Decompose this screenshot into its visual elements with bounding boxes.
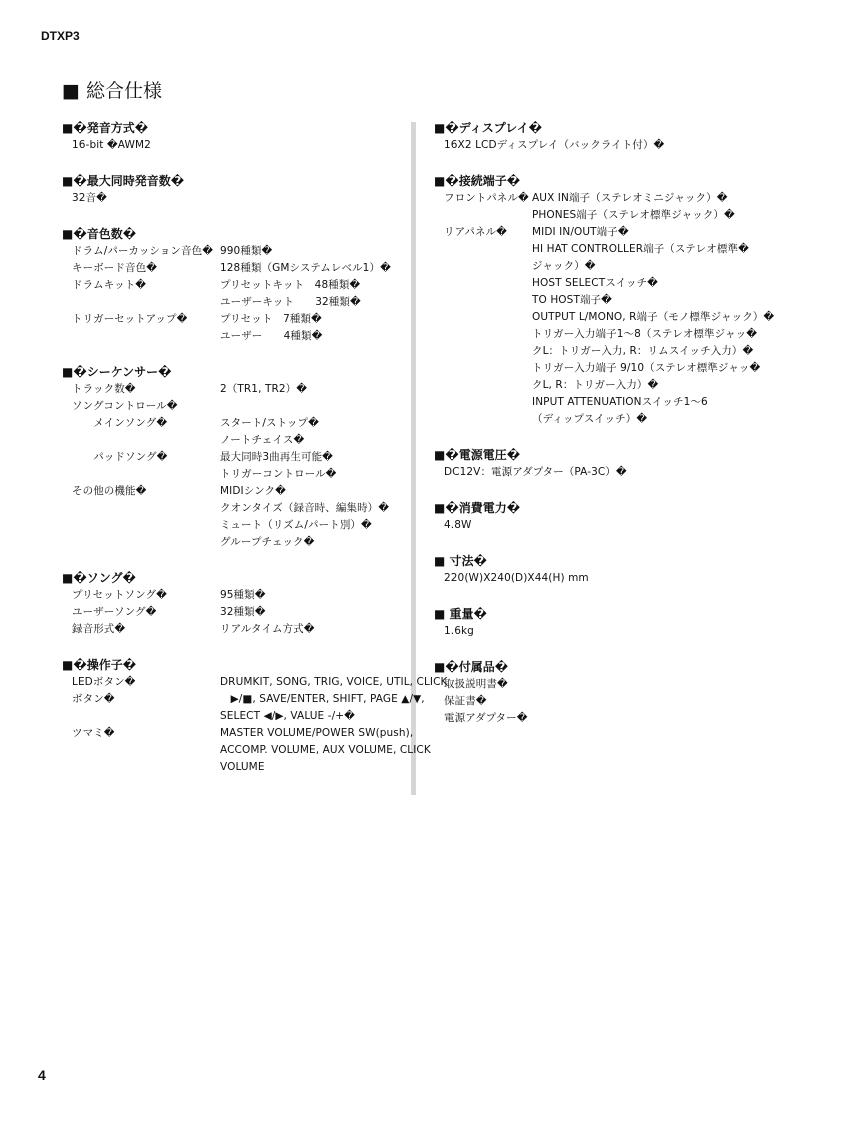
spec-value: DRUMKIT, SONG, TRIG, VOICE, UTIL, CLICK xyxy=(220,676,448,688)
spec-label xyxy=(444,360,532,377)
spec-row xyxy=(62,500,407,517)
spec-row xyxy=(62,466,407,483)
spec-row xyxy=(434,693,844,710)
spec-label xyxy=(72,294,220,311)
section-spacer xyxy=(434,640,844,659)
spec-value: ジャック）� xyxy=(532,260,596,272)
right-column xyxy=(434,120,844,727)
spec-row xyxy=(434,241,844,258)
spec-value: PHONES端子（ステレオ標準ジャック）� xyxy=(532,209,735,221)
section-spacer xyxy=(434,534,844,553)
section-heading: ■�ソング� xyxy=(62,571,136,585)
spec-value: OUTPUT L/MONO, R端子（モノ標準ジャック）� xyxy=(532,311,775,323)
spec-value: 990種類� xyxy=(220,245,273,257)
spec-section xyxy=(62,570,407,638)
spec-section xyxy=(62,173,407,207)
spec-row xyxy=(434,377,844,394)
spec-label xyxy=(444,207,532,224)
spec-label: 4.8W xyxy=(444,519,472,531)
spec-section xyxy=(434,173,844,428)
spec-row xyxy=(434,224,844,241)
spec-label: キーボード音色� xyxy=(72,262,158,274)
spec-label xyxy=(444,241,532,258)
spec-section xyxy=(62,364,407,551)
spec-value: ユーザーキット 32種類� xyxy=(220,296,361,308)
spec-label xyxy=(72,534,220,551)
section-spacer xyxy=(62,345,407,364)
section-heading: ■�付属品� xyxy=(434,660,509,674)
header-model-label: DTXP3 xyxy=(41,29,80,43)
spec-row xyxy=(434,258,844,275)
page-title: ■ 総合仕様 xyxy=(62,80,162,102)
spec-row xyxy=(62,137,407,154)
spec-label xyxy=(72,708,220,725)
spec-label: 16X2 LCDディスプレイ（バックライト付）� xyxy=(444,139,665,151)
spec-value: クオンタイズ（録音時、編集時）� xyxy=(220,502,390,514)
spec-row xyxy=(434,464,844,481)
section-heading: ■�発音方式� xyxy=(62,121,149,135)
spec-value: SELECT ◀/▶, VALUE -/+� xyxy=(220,710,355,722)
spec-section xyxy=(434,606,844,640)
section-heading: ■ 重量� xyxy=(434,607,487,621)
spec-value: ユーザー 4種類� xyxy=(220,330,323,342)
spec-label xyxy=(444,411,532,428)
spec-row xyxy=(62,621,407,638)
spec-value: スタート/ストップ� xyxy=(220,417,319,429)
spec-row xyxy=(62,517,407,534)
spec-value: HI HAT CONTROLLER端子（ステレオ標準� xyxy=(532,243,749,255)
spec-row xyxy=(434,570,844,587)
spec-label: ボタン� xyxy=(72,693,115,705)
spec-value: プリセットキット 48種類� xyxy=(220,279,361,291)
section-spacer xyxy=(434,154,844,173)
spec-label: 220(W)X240(D)X44(H) mm xyxy=(444,572,589,584)
spec-row xyxy=(62,449,407,466)
section-spacer xyxy=(434,481,844,500)
spec-value: ▶/■, SAVE/ENTER, SHIFT, PAGE ▲/▼, xyxy=(220,693,425,705)
spec-section xyxy=(434,500,844,534)
spec-value: クL, R：トリガー入力）� xyxy=(532,379,659,391)
page-number: 4 xyxy=(38,1067,46,1083)
spec-row xyxy=(62,708,407,725)
spec-value: クL：トリガー入力, R：リムスイッチ入力）� xyxy=(532,345,754,357)
spec-row xyxy=(62,398,407,415)
spec-label xyxy=(72,759,220,776)
section-heading: ■�ディスプレイ� xyxy=(434,121,543,135)
spec-label: ユーザーソング� xyxy=(72,606,157,618)
spec-value: 128種類（GMシステムレベル1）� xyxy=(220,262,391,274)
spec-row xyxy=(62,742,431,759)
spec-section xyxy=(434,659,844,727)
spec-label: リアパネル� xyxy=(444,226,508,238)
spec-value: MIDI IN/OUT端子� xyxy=(532,226,629,238)
spec-label xyxy=(444,292,532,309)
spec-label: ドラム/パーカッション音色� xyxy=(72,245,214,257)
spec-row xyxy=(434,292,844,309)
spec-row xyxy=(62,604,407,621)
section-heading: ■�シーケンサー� xyxy=(62,365,172,379)
spec-value: MASTER VOLUME/POWER SW(push), xyxy=(220,727,414,739)
spec-section xyxy=(62,120,407,154)
spec-row xyxy=(62,294,407,311)
section-heading: ■�接続端子� xyxy=(434,174,521,188)
spec-row xyxy=(434,360,844,377)
spec-label: プリセットソング� xyxy=(72,589,167,601)
spec-section xyxy=(434,447,844,481)
spec-row xyxy=(434,275,844,292)
spec-row xyxy=(62,243,407,260)
spec-section xyxy=(62,226,407,345)
section-heading: ■�操作子� xyxy=(62,658,137,672)
spec-label xyxy=(444,326,532,343)
section-heading: ■�最大同時発音数� xyxy=(62,174,185,188)
spec-row xyxy=(434,394,844,411)
spec-label xyxy=(72,466,220,483)
section-spacer xyxy=(434,587,844,606)
spec-row xyxy=(62,674,448,691)
spec-value: トリガー入力端子 9/10（ステレオ標準ジャッ� xyxy=(532,362,761,374)
spec-value: プリセット 7種類� xyxy=(220,313,322,325)
spec-row xyxy=(62,534,407,551)
spec-value: VOLUME xyxy=(220,761,265,773)
spec-row xyxy=(434,326,844,343)
spec-row xyxy=(62,415,407,432)
spec-row xyxy=(62,190,407,207)
spec-row xyxy=(434,623,844,640)
spec-label: DC12V：電源アダプター（PA-3C）� xyxy=(444,466,627,478)
spec-row xyxy=(434,309,844,326)
spec-label: LEDボタン� xyxy=(72,676,136,688)
spec-row xyxy=(434,190,844,207)
spec-label: 電源アダプター� xyxy=(444,712,528,724)
spec-label: 保証書� xyxy=(444,695,487,707)
spec-value: ミュート（リズム/パート別）� xyxy=(220,519,372,531)
spec-row xyxy=(62,725,414,742)
spec-label xyxy=(444,394,532,411)
spec-label xyxy=(72,742,220,759)
spec-row xyxy=(434,411,844,428)
spec-value: トリガー入力端子1～8（ステレオ標準ジャッ� xyxy=(532,328,758,340)
spec-section xyxy=(62,657,448,776)
spec-label xyxy=(72,500,220,517)
spec-value: TO HOST端子� xyxy=(532,294,613,306)
spec-label: 1.6kg xyxy=(444,625,474,637)
spec-label: 取扱説明書� xyxy=(444,678,508,690)
section-heading: ■ 寸法� xyxy=(434,554,487,568)
spec-value: MIDIシンク� xyxy=(220,485,286,497)
section-spacer xyxy=(62,638,407,657)
spec-row xyxy=(434,343,844,360)
spec-row xyxy=(62,691,425,708)
spec-row xyxy=(62,432,407,449)
spec-label xyxy=(444,343,532,360)
spec-section xyxy=(434,553,844,587)
spec-value: AUX IN端子（ステレオミニジャック）� xyxy=(532,192,728,204)
spec-value: ノートチェイス� xyxy=(220,434,305,446)
spec-value: 2（TR1, TR2）� xyxy=(220,383,308,395)
spec-label: 録音形式� xyxy=(72,623,126,635)
spec-row xyxy=(62,381,407,398)
section-heading: ■�消費電力� xyxy=(434,501,521,515)
spec-label xyxy=(72,328,220,345)
spec-label xyxy=(444,377,532,394)
spec-label: ドラムキット� xyxy=(72,279,147,291)
spec-row xyxy=(62,260,407,277)
spec-label xyxy=(444,309,532,326)
spec-row xyxy=(434,710,844,727)
spec-value: トリガーコントロール� xyxy=(220,468,337,480)
spec-row xyxy=(62,328,407,345)
spec-label xyxy=(444,275,532,292)
spec-label: その他の機能� xyxy=(72,485,147,497)
spec-label: ソングコントロール� xyxy=(72,400,178,412)
section-spacer xyxy=(62,551,407,570)
spec-value: ACCOMP. VOLUME, AUX VOLUME, CLICK xyxy=(220,744,431,756)
spec-row xyxy=(62,759,407,776)
spec-label: フロントパネル� xyxy=(444,192,529,204)
spec-label xyxy=(72,517,220,534)
spec-row xyxy=(434,676,844,693)
spec-row xyxy=(62,277,407,294)
section-spacer xyxy=(434,428,844,447)
spec-row xyxy=(62,587,407,604)
spec-label: トラック数� xyxy=(72,383,136,395)
spec-row xyxy=(62,483,407,500)
spec-label: パッドソング� xyxy=(72,451,168,463)
section-spacer xyxy=(62,154,407,173)
spec-label: メインソング� xyxy=(72,417,168,429)
spec-label: 32音� xyxy=(72,192,108,204)
spec-label xyxy=(444,258,532,275)
section-heading: ■�音色数� xyxy=(62,227,137,241)
spec-value: 最大同時3曲再生可能� xyxy=(220,451,334,463)
spec-row xyxy=(434,207,844,224)
spec-value: 95種類� xyxy=(220,589,266,601)
spec-row xyxy=(434,517,844,534)
section-heading: ■�電源電圧� xyxy=(434,448,521,462)
spec-section xyxy=(434,120,844,154)
spec-row xyxy=(62,311,407,328)
spec-label: 16-bit �AWM2 xyxy=(72,139,151,151)
spec-label: トリガーセットアップ� xyxy=(72,313,188,325)
spec-label: ツマミ� xyxy=(72,727,115,739)
spec-value: グループチェック� xyxy=(220,536,315,548)
section-spacer xyxy=(62,207,407,226)
spec-value: リアルタイム方式� xyxy=(220,623,315,635)
spec-value: （ディップスイッチ）� xyxy=(532,413,648,425)
spec-row xyxy=(434,137,844,154)
spec-label xyxy=(72,432,220,449)
spec-value: 32種類� xyxy=(220,606,266,618)
spec-value: INPUT ATTENUATIONスイッチ1～6 xyxy=(532,396,708,408)
spec-value: HOST SELECTスイッチ� xyxy=(532,277,659,289)
left-column xyxy=(62,120,448,776)
